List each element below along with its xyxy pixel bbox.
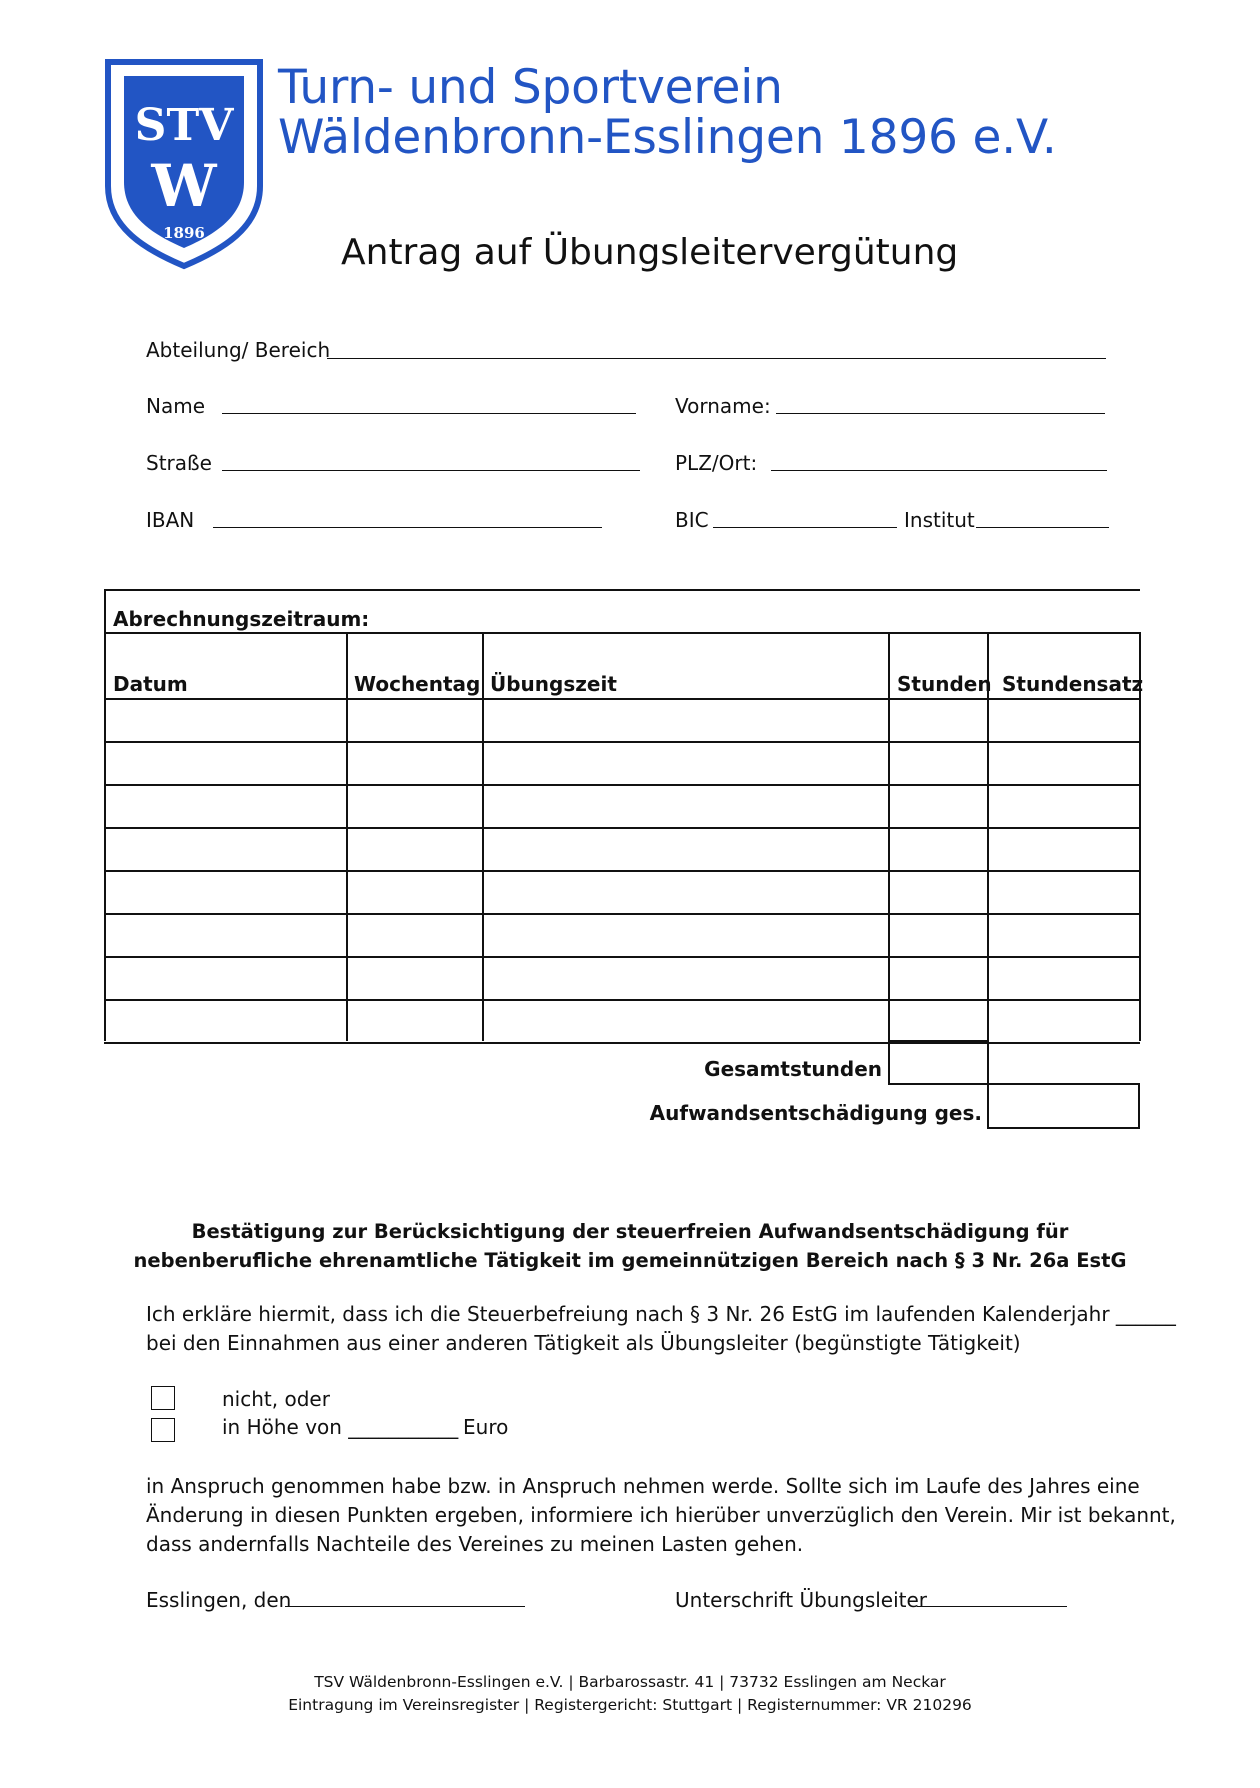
signature-field[interactable] (917, 1606, 1067, 1607)
abteilung-field[interactable] (327, 358, 1106, 359)
col-header-stunden: Stunden (897, 672, 992, 696)
declaration-closing-line2: Änderung in diesen Punkten ergeben, informiere ich hierüber unverzüglich den Verein. Mir ist bekannt, (146, 1503, 1176, 1527)
table-cell-datum[interactable] (110, 702, 340, 737)
strasse-field[interactable] (222, 470, 640, 471)
abteilung-label: Abteilung/ Bereich (146, 338, 331, 362)
table-cell-stundensatz[interactable] (993, 788, 1133, 823)
table-cell-datum[interactable] (110, 960, 340, 995)
table-cell-stundensatz[interactable] (993, 745, 1133, 780)
table-cell-datum[interactable] (110, 917, 340, 952)
club-name-line2: Wäldenbronn-Esslingen 1896 e.V. (278, 110, 1057, 165)
table-row-divider (104, 913, 1140, 915)
table-cell-stunden[interactable] (894, 1003, 981, 1038)
col-separator (987, 632, 989, 1041)
table-row-divider (104, 784, 1140, 786)
page-title: Antrag auf Übungsleitervergütung (341, 232, 959, 273)
table-cell-datum[interactable] (110, 874, 340, 909)
col-header-uebungszeit: Übungszeit (490, 672, 617, 696)
col-separator (888, 632, 890, 1041)
declaration-closing-line3: dass andernfalls Nachteile des Vereines zu meinen Lasten gehen. (146, 1532, 804, 1556)
table-cell-datum[interactable] (110, 831, 340, 866)
table-cell-stundensatz[interactable] (993, 831, 1133, 866)
declaration-closing-line1: in Anspruch genommen habe bzw. in Anspruch nehmen werde. Sollte sich im Laufe des Jahres eine (146, 1474, 1140, 1498)
crest-letters-top: STV (134, 100, 234, 151)
checkbox-in-hoehe-von[interactable] (151, 1418, 175, 1442)
place-date-label: Esslingen, den (146, 1588, 292, 1612)
crest-letters-bottom: W (151, 152, 217, 220)
abrechnungszeitraum-label: Abrechnungszeitraum: (113, 607, 370, 631)
table-cell-uebungszeit[interactable] (488, 874, 882, 909)
table-cell-uebungszeit[interactable] (488, 917, 882, 952)
table-cell-uebungszeit[interactable] (488, 788, 882, 823)
table-cell-wochentag[interactable] (352, 745, 476, 780)
table-row-divider (104, 827, 1140, 829)
col-header-stundensatz: Stundensatz (1002, 672, 1144, 696)
option-nicht-label: nicht, oder (222, 1387, 330, 1411)
table-cell-uebungszeit[interactable] (488, 745, 882, 780)
table-cell-stunden[interactable] (894, 917, 981, 952)
club-crest-logo (104, 58, 266, 270)
declaration-heading: Bestätigung zur Berücksichtigung der steuerfreien Aufwandsentschädigung für nebenberufliche ehrenamtliche Tätigkeit im gemeinnützigen Bereich nach § 3 Nr. 26a EstG (133, 1220, 1127, 1272)
institut-field[interactable] (976, 527, 1109, 528)
table-row-divider (104, 999, 1140, 1001)
col-separator (482, 632, 484, 1041)
bic-label: BIC (675, 508, 709, 532)
table-cell-wochentag[interactable] (352, 960, 476, 995)
iban-field[interactable] (213, 527, 602, 528)
table-row-divider (104, 870, 1140, 872)
table-cell-stunden[interactable] (894, 831, 981, 866)
table-cell-stundensatz[interactable] (993, 960, 1133, 995)
name-field[interactable] (222, 413, 636, 414)
vorname-label: Vorname: (675, 394, 771, 418)
table-header-bottom (104, 698, 1140, 700)
col-header-datum: Datum (113, 672, 188, 696)
option-amount-euro: Euro (463, 1415, 509, 1439)
name-label: Name (146, 394, 206, 418)
table-cell-stunden[interactable] (894, 745, 981, 780)
declaration-intro-line1: Ich erkläre hiermit, dass ich die Steuerbefreiung nach § 3 Nr. 26 EstG im laufenden Kalenderjahr ______ (146, 1302, 1176, 1326)
institut-label: Institut (904, 508, 975, 532)
aufwandsentschaedigung-field[interactable] (987, 1083, 1140, 1129)
footer-register: Eintragung im Vereinsregister | Registergericht: Stuttgart | Registernummer: VR 210296 (288, 1696, 972, 1714)
table-cell-wochentag[interactable] (352, 788, 476, 823)
table-cell-uebungszeit[interactable] (488, 1003, 882, 1038)
checkbox-nicht[interactable] (151, 1386, 175, 1410)
plz-ort-field[interactable] (771, 470, 1107, 471)
col-header-wochentag: Wochentag (354, 672, 481, 696)
strasse-label: Straße (146, 451, 212, 475)
place-date-field[interactable] (285, 1606, 525, 1607)
table-cell-stunden[interactable] (894, 874, 981, 909)
table-cell-wochentag[interactable] (352, 1003, 476, 1038)
col-separator (346, 632, 348, 1041)
table-row-divider (104, 956, 1140, 958)
table-cell-wochentag[interactable] (352, 831, 476, 866)
logo-divider-bar (258, 66, 262, 168)
table-cell-datum[interactable] (110, 1003, 340, 1038)
table-cell-stunden[interactable] (894, 702, 981, 737)
plz-ort-label: PLZ/Ort: (675, 451, 758, 475)
table-cell-stundensatz[interactable] (993, 702, 1133, 737)
table-cell-uebungszeit[interactable] (488, 960, 882, 995)
footer-address: TSV Wäldenbronn-Esslingen e.V. | Barbarossastr. 41 | 73732 Esslingen am Neckar (314, 1673, 946, 1691)
bic-field[interactable] (713, 527, 897, 528)
declaration-intro-line2: bei den Einnahmen aus einer anderen Tätigkeit als Übungsleiter (begünstigte Tätigkeit) (146, 1331, 1021, 1355)
signature-label: Unterschrift Übungsleiter (675, 1588, 928, 1612)
aufwandsentschaedigung-label: Aufwandsentschädigung ges. (649, 1101, 982, 1125)
table-row-divider (104, 741, 1140, 743)
table-cell-stundensatz[interactable] (993, 874, 1133, 909)
gesamtstunden-label: Gesamtstunden (704, 1057, 882, 1081)
table-cell-wochentag[interactable] (352, 702, 476, 737)
table-cell-uebungszeit[interactable] (488, 831, 882, 866)
table-border-left (104, 589, 106, 1041)
table-cell-datum[interactable] (110, 745, 340, 780)
table-border-top (104, 589, 1140, 591)
table-cell-wochentag[interactable] (352, 874, 476, 909)
table-cell-stundensatz[interactable] (993, 917, 1133, 952)
table-cell-stunden[interactable] (894, 788, 981, 823)
table-cell-wochentag[interactable] (352, 917, 476, 952)
table-cell-datum[interactable] (110, 788, 340, 823)
vorname-field[interactable] (776, 413, 1105, 414)
gesamtstunden-field[interactable] (888, 1040, 989, 1085)
table-cell-stundensatz[interactable] (993, 1003, 1133, 1038)
table-cell-stunden[interactable] (894, 960, 981, 995)
club-name-line1: Turn- und Sportverein (278, 60, 783, 115)
table-cell-uebungszeit[interactable] (488, 702, 882, 737)
table-header-top (104, 632, 1140, 634)
option-amount-label: in Höhe von ___________ (222, 1415, 459, 1439)
iban-label: IBAN (146, 508, 195, 532)
crest-year: 1896 (163, 224, 205, 242)
